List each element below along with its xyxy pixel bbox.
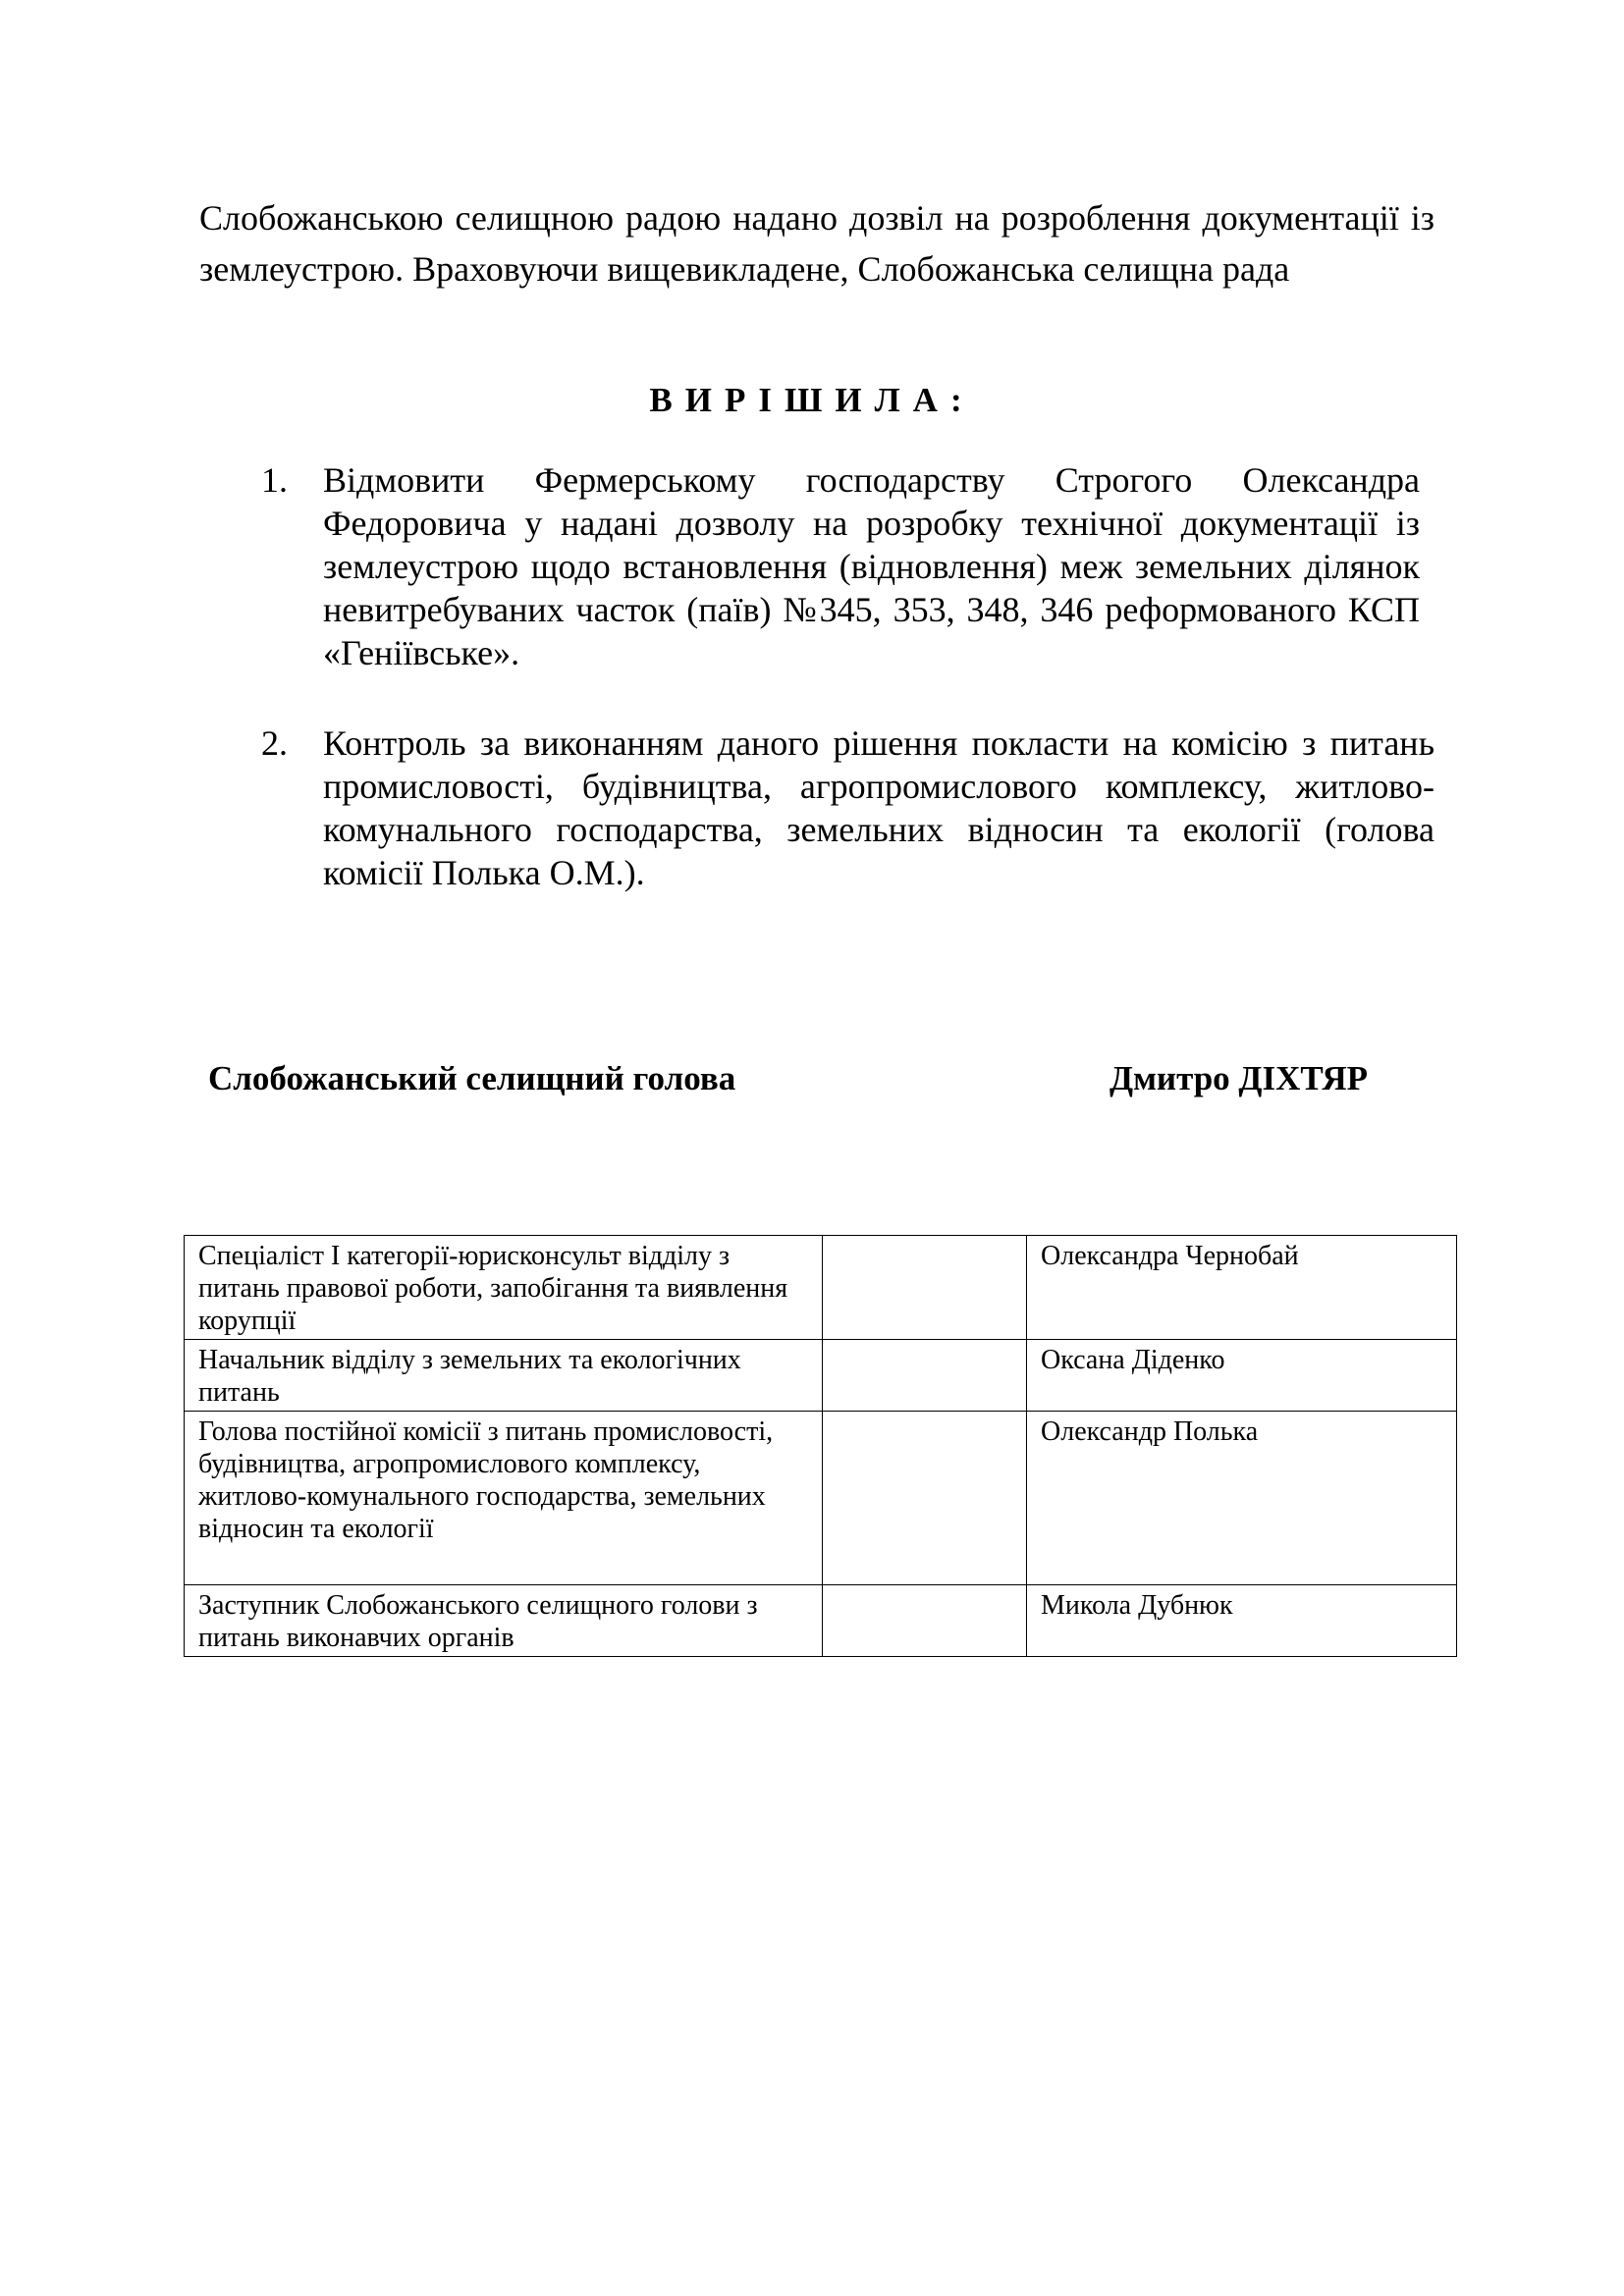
resolution-number: 2. [261, 723, 288, 763]
resolution-text: Відмовити Фермерському господарству Строгого Олександра Федоровича у надані дозволу на розробку технічної документації із землеустрою щодо встановлення (відновлення) меж земельних ділянок невитребуваних часток (паїв) №345, 353, 348, 346 реформованого КСП «Геніївське». [323, 460, 1420, 672]
approver-signature-cell [823, 1340, 1027, 1412]
signatory-title: Слобожанський селищний голова [208, 1059, 736, 1097]
table-row [185, 1412, 1457, 1585]
approver-name: Микола Дубнюк [1027, 1585, 1457, 1657]
approver-position: Заступник Слобожанського селищного голови з питань виконавчих органів [185, 1585, 823, 1657]
approver-signature-cell [823, 1236, 1027, 1340]
signatory-name: Дмитро ДІХТЯР [1110, 1059, 1369, 1097]
approver-name: Олександр Полька [1027, 1412, 1457, 1585]
approver-name: Олександра Чернобай [1027, 1236, 1457, 1340]
resolution-text: Контроль за виконанням даного рішення покласти на комісію з питань промисловості, будівництва, агропромислового комплексу, житлово-комунального господарства, земельних відносин та екології (голова комісії Полька О.М.). [323, 723, 1435, 892]
resolution-number: 1. [261, 460, 288, 500]
approver-position: Спеціаліст І категорії-юрисконсульт відділу з питань правової роботи, запобігання та виявлення корупції [185, 1236, 823, 1340]
table-row [185, 1585, 1457, 1657]
approver-signature-cell [823, 1585, 1027, 1657]
approver-position: Начальник відділу з земельних та екологічних питань [185, 1340, 823, 1412]
approver-position: Голова постійної комісії з питань промисловості, будівництва, агропромислового комплексу, житлово-комунального господарства, земельних відносин та екології [185, 1412, 823, 1585]
approver-name: Оксана Діденко [1027, 1340, 1457, 1412]
approver-signature-cell [823, 1412, 1027, 1585]
approval-table [184, 1235, 1457, 1657]
table-row [185, 1236, 1457, 1340]
table-row [185, 1340, 1457, 1412]
decision-heading: ВИРІШИЛА: [649, 381, 975, 419]
intro-paragraph: Слобожанською селищною радою надано дозвіл на розроблення документації із землеустрою. Враховуючи вищевикладене, Слобожанська селищна рада [199, 198, 1435, 289]
